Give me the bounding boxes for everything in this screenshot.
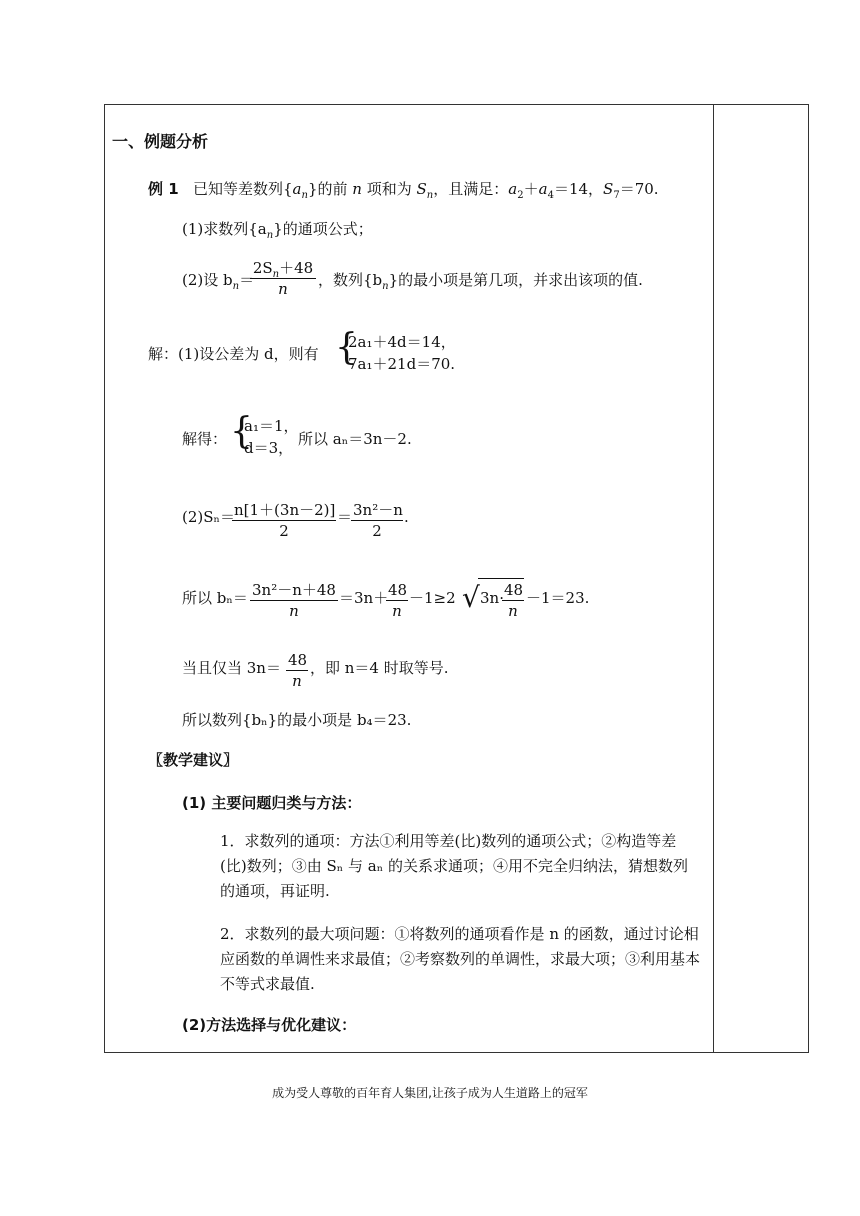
sn-equals: ＝ — [337, 508, 353, 526]
section-title: 一、例题分析 — [112, 132, 209, 151]
system-2-line-2: d＝3， — [244, 439, 294, 457]
system-1-line-2: 7a₁＋21d＝70. — [348, 355, 456, 373]
question-2-tail: ，数列$\{b_n\}$的最小项是第几项，并求出该项的值. — [318, 271, 643, 292]
bn-fraction-3-den: n — [508, 602, 518, 620]
sn-fraction-2-num: 3n²－n — [353, 501, 403, 519]
q2-num: 2S — [252, 259, 273, 277]
system-1 — [348, 331, 456, 375]
solution-4-head: 当且仅当 3n＝ — [182, 659, 281, 677]
bn-sqrt-a: 3n· — [480, 589, 504, 607]
q2-tail-a: ，数列{b — [318, 271, 383, 289]
bn-fraction-3 — [502, 580, 524, 621]
sn-fraction-2 — [351, 500, 403, 541]
eq-fraction-num: 48 — [288, 651, 308, 669]
question-2-fraction: $\frac{2S_n+48}{n}$ — [250, 258, 316, 299]
advice-item-2: 2．求数列的最大项问题：①将数列的通项看作是 n 的函数，通过讨论相应函数的单调性来求最值；②考察数列的单调性，求最大项；③利用基本不等式求最值. — [220, 925, 701, 993]
system-1-brace: { — [335, 327, 358, 368]
bn-end: －1＝23. — [526, 589, 590, 607]
solution-5: 所以数列{bₙ}的最小项是 b₄＝23. — [182, 711, 412, 729]
advice-item-1: 1．求数列的通项：方法①利用等差(比)数列的通项公式；②构造等差(比)数列；③由 Sₙ 与 aₙ 的关系求通项；④用不完全归纳法，猜想数列的通项，再证明. — [220, 832, 688, 900]
example-text-b: }的前 — [307, 180, 348, 198]
q2-den: n — [278, 280, 288, 298]
eq-fraction-den: n — [292, 672, 302, 690]
example-cond1: ＋ — [523, 180, 539, 198]
bn-mid-2: －1≥2 — [409, 589, 456, 607]
bn-fraction-1 — [250, 580, 338, 621]
bn-fraction-2-num: 48 — [388, 581, 408, 599]
question-2-head: (2)设 $b_n=$ — [182, 271, 255, 292]
question-2-label: (2)设 b — [182, 271, 233, 289]
bn-fraction-2 — [386, 580, 408, 621]
advice-sub-1: (1) 主要问题归类与方法： — [182, 794, 362, 812]
column-divider — [713, 104, 714, 1053]
solution-2-head: (2)Sₙ＝ — [182, 508, 236, 526]
advice-sub-2: (2)方法选择与优化建议： — [182, 1016, 357, 1034]
example-cond2: ＝14， — [553, 180, 604, 198]
question-1-tail: }的通项公式； — [273, 220, 373, 238]
system-2-brace: { — [230, 411, 253, 452]
solution-1-head: 解：(1)设公差为 d，则有 — [148, 345, 319, 363]
solution-1b-head: 解得： — [182, 430, 228, 448]
q2-tail-b: }的最小项是第几项，并求出该项的值. — [388, 271, 643, 289]
example-text-c: 项和为 — [366, 180, 412, 198]
bn-mid: ＝3n＋ — [339, 589, 389, 607]
example-statement: 例 1 已知等差数列$\{a_n\}$的前 n 项和为 $S_n$，且满足：$a_2+a_4=14$，$S_7=70$. — [148, 180, 659, 201]
sn-fraction-1-den: 2 — [279, 522, 289, 540]
system-2 — [244, 415, 299, 459]
question-1: (1)求数列$\{a_n\}$的通项公式； — [182, 220, 373, 241]
example-text-a: 已知等差数列{ — [192, 180, 293, 198]
bn-fraction-2-den: n — [392, 602, 402, 620]
bn-fraction-1-den: n — [289, 602, 299, 620]
q2-num-tail: ＋48 — [279, 259, 314, 277]
table-frame — [104, 104, 809, 1053]
sn-fraction-1-num: n[1＋(3n－2)] — [234, 501, 336, 519]
advice-title: 〖教学建议〗 — [148, 751, 239, 769]
solution-1b-tail: 所以 aₙ＝3n－2. — [298, 430, 412, 448]
sqrt-icon: √ — [462, 581, 480, 614]
system-1-line-1: 2a₁＋4d＝14， — [348, 333, 456, 351]
sn-end: . — [404, 508, 409, 526]
solution-3-head: 所以 bₙ＝ — [182, 589, 248, 607]
sn-fraction-1 — [232, 500, 336, 541]
solution-4-tail: ，即 n＝4 时取等号. — [310, 659, 449, 677]
example-text-d: ，且满足： — [433, 180, 509, 198]
question-1-head: (1)求数列{a — [182, 220, 267, 238]
eq-fraction — [286, 650, 308, 691]
bn-fraction-1-num: 3n²－n＋48 — [250, 580, 338, 601]
sqrt-bar — [478, 578, 524, 579]
footer-slogan: 成为受人尊敬的百年育人集团,让孩子成为人生道路上的冠军 — [272, 1086, 588, 1100]
example-cond3: ＝70. — [619, 180, 659, 198]
system-2-line-1: a₁＝1， — [244, 417, 299, 435]
sn-fraction-2-den: 2 — [372, 522, 382, 540]
example-label: 例 1 — [148, 180, 179, 198]
bn-fraction-3-num: 48 — [504, 581, 524, 599]
